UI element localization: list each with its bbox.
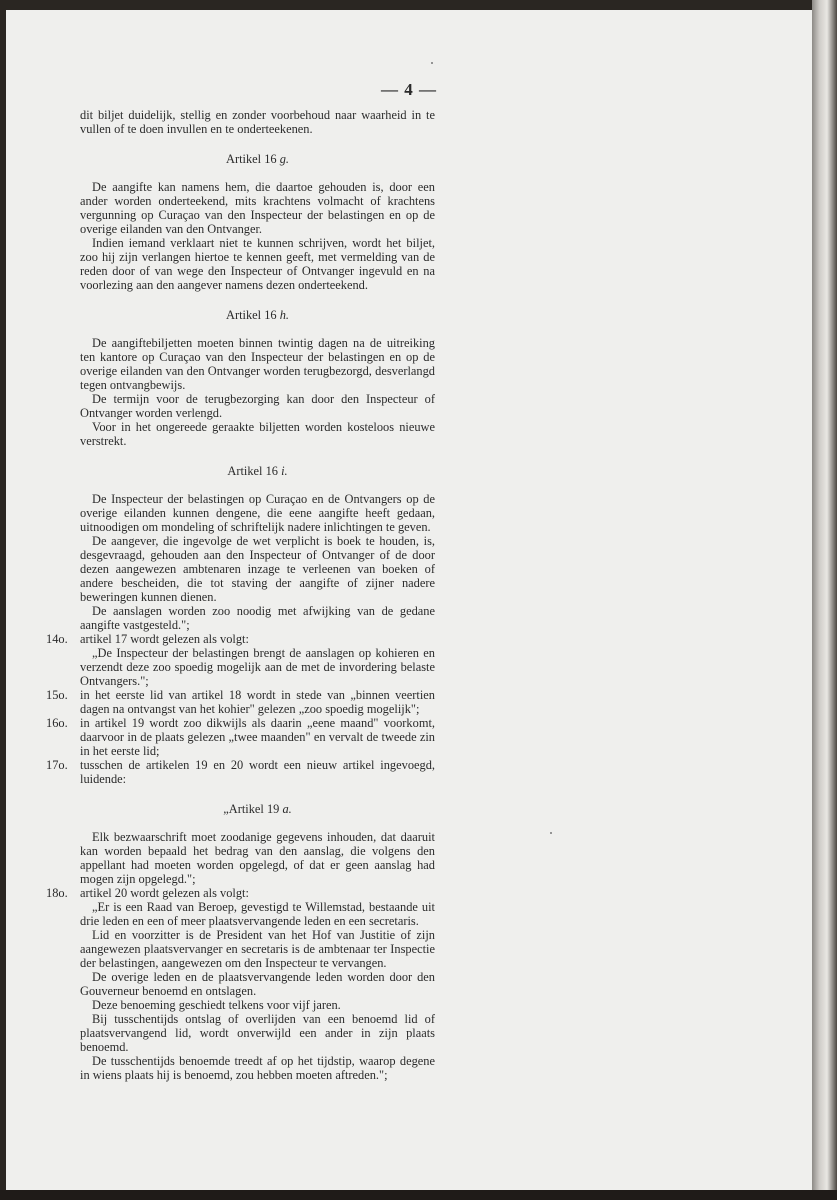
article-heading xyxy=(80,152,435,166)
paragraph: Voor in het ongereede geraakte biljetten worden kosteloos nieuwe verstrekt. xyxy=(80,420,435,448)
paragraph: De tusschentijds benoemde treedt af op het tijdstip, waarop degene in wiens plaats hij is benoemd, zou hebben moeten aftreden."; xyxy=(80,1054,435,1082)
item-number: 17o. xyxy=(46,758,68,772)
numbered-item xyxy=(46,758,435,786)
item-text: artikel 20 wordt gelezen als volgt: xyxy=(80,886,249,900)
paragraph: dit biljet duidelijk, stellig en zonder voorbehoud naar waarheid in te vullen of te doen invullen en te onderteekenen. xyxy=(80,108,435,136)
article-heading-text: Artikel 16 xyxy=(226,308,280,322)
paragraph: De aangever, die ingevolge de wet verplicht is boek te houden, is, desgevraagd, gehouden aan den Inspecteur of Ontvanger of de door dezen aangewezen ambtenaren inzage te verleenen van boeken of andere bescheiden, die tot staving der aangifte of zijner nadere beweringen kunnen dienen. xyxy=(80,534,435,604)
paragraph: De aangiftebiljetten moeten binnen twintig dagen na de uitreiking ten kantore op Curaçao van den Inspecteur der belastingen en op de overige eilanden van den Ontvanger worden terugbezorgd, desverlangd tegen ontvangbewijs. xyxy=(80,336,435,392)
page-edge-right xyxy=(812,0,837,1200)
item-number: 15o. xyxy=(46,688,68,702)
document-body xyxy=(46,108,435,1082)
numbered-item xyxy=(46,632,435,646)
numbered-item xyxy=(46,716,435,758)
paragraph: Deze benoeming geschiedt telkens voor vijf jaren. xyxy=(92,998,341,1012)
page-number: — 4 — xyxy=(381,80,437,99)
paragraph: De overige leden en de plaatsvervangende leden worden door den Gouverneur benoemd en ontslagen. xyxy=(80,970,435,998)
item-text: in artikel 19 wordt zoo dikwijls als daarin „eene maand" voorkomt, daarvoor in de plaats gelezen „twee maanden" en vervalt de tweede zin in het eerste lid; xyxy=(80,716,435,758)
paragraph: De Inspecteur der belastingen op Curaçao en de Ontvangers op de overige eilanden kunnen dengene, die eene aangifte heeft gedaan, uitnoodigen om mondeling of schriftelijk nadere inlichtingen te geven. xyxy=(80,492,435,534)
article-heading xyxy=(80,464,435,478)
item-number: 18o. xyxy=(46,886,68,900)
paragraph: Bij tusschentijds ontslag of overlijden van een benoemd lid of plaatsvervangend lid, wordt onverwijld een ander in zijn plaats benoemd. xyxy=(80,1012,435,1054)
paragraph: „Er is een Raad van Beroep, gevestigd te Willemstad, bestaande uit drie leden en een of meer plaatsvervangende leden en een secretaris. xyxy=(80,900,435,928)
article-heading xyxy=(80,802,435,816)
paragraph: Lid en voorzitter is de President van het Hof van Justitie of zijn aangewezen plaatsvervanger en secretaris is de ambtenaar ter Inspectie der belastingen, aangewezen om den Inspecteur te vervangen. xyxy=(80,928,435,970)
item-number: 14o. xyxy=(46,632,68,646)
page-edge-bottom xyxy=(0,1190,837,1200)
item-text: in het eerste lid van artikel 18 wordt in stede van „binnen veertien dagen na ontvangst van het kohier" gelezen „zoo spoedig mogelijk"; xyxy=(80,688,435,716)
paragraph: De aangifte kan namens hem, die daartoe gehouden is, door een ander worden onderteekend, mits krachtens volmacht of krachtens vergunning op Curaçao van den Inspecteur der belastingen en op de overige eilanden van den Ontvanger. xyxy=(80,180,435,236)
article-heading-letter: i. xyxy=(281,464,288,478)
paper-speck xyxy=(431,62,433,64)
paragraph: De termijn voor de terugbezorging kan door den Inspecteur of Ontvanger worden verlengd. xyxy=(80,392,435,420)
paper-speck xyxy=(550,832,552,834)
article-heading xyxy=(80,308,435,322)
article-heading-text: Artikel 16 xyxy=(226,152,280,166)
paragraph: De aanslagen worden zoo noodig met afwijking van de gedane aangifte vastgesteld."; xyxy=(80,604,435,632)
article-heading-letter: g. xyxy=(279,152,289,166)
article-heading-text: Artikel 16 xyxy=(227,464,282,478)
article-heading-letter: a. xyxy=(282,802,292,816)
paragraph: „De Inspecteur der belastingen brengt de aanslagen op kohieren en verzendt deze zoo spoedig mogelijk aan de met de invordering belaste Ontvangers."; xyxy=(80,646,435,688)
item-number: 16o. xyxy=(46,716,68,730)
item-text: tusschen de artikelen 19 en 20 wordt een nieuw artikel ingevoegd, luidende: xyxy=(80,758,435,786)
paragraph: Indien iemand verklaart niet te kunnen schrijven, wordt het biljet, zoo hij zijn verlangen hiertoe te kennen geeft, met vermelding van de reden door of van wege den Inspecteur of Ontvanger ingevuld en na voorlezing aan den aangever namens dezen onderteekend. xyxy=(80,236,435,292)
paragraph: Elk bezwaarschrift moet zoodanige gegevens inhouden, dat daaruit kan worden bepaald het bedrag van den aanslag, die volgens den appellant had moeten worden opgelegd, of dat er geen aanslag had mogen zijn opgelegd."; xyxy=(80,830,435,886)
article-heading-letter: h. xyxy=(279,308,289,322)
document-page xyxy=(6,10,812,1190)
numbered-item xyxy=(46,886,435,900)
article-heading-text: „Artikel 19 xyxy=(223,802,283,816)
numbered-item xyxy=(46,688,435,716)
item-text: artikel 17 wordt gelezen als volgt: xyxy=(80,632,249,646)
